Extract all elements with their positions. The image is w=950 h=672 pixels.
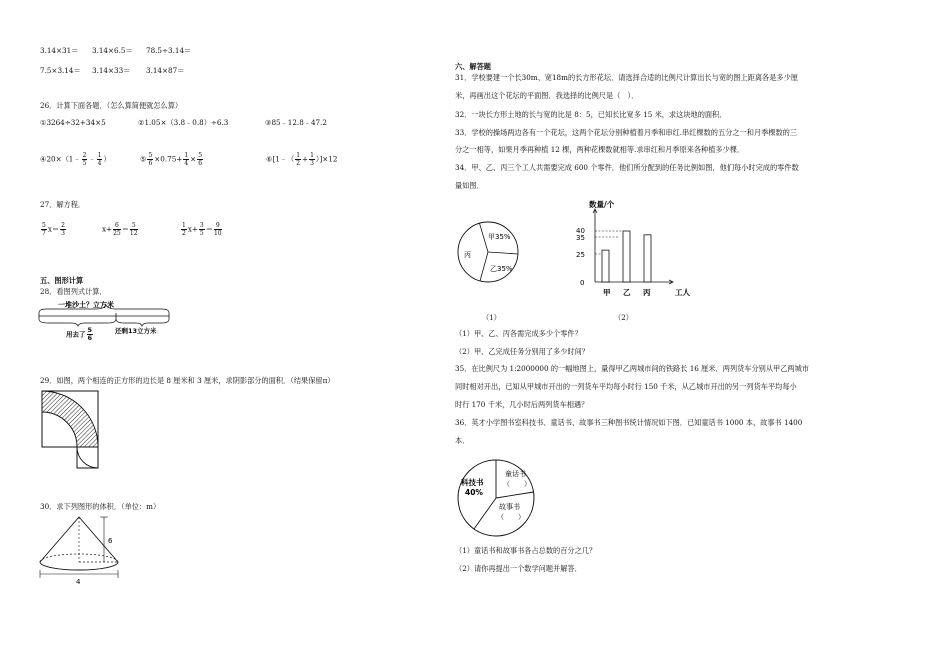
q32-text: 32．一块长方形土地的长与宽的比是 8：5，已知长比宽多 15 米，求这块地的面积． <box>455 110 727 119</box>
q26-title: 26．计算下面各题．（怎么算简便就怎么算） <box>40 101 183 110</box>
denominator: 7 <box>42 230 46 237</box>
q28-used-label <box>66 327 94 342</box>
denominator: 2 <box>296 160 301 167</box>
numerator: 2 <box>61 222 65 229</box>
q29-text: 29．如图，两个相连的正方形的边长是 8 厘米和 3 厘米，求阴影部分的面积．（结果保留π） <box>40 376 335 385</box>
expr-text: x+ <box>102 224 113 234</box>
pie-label-science: 科技书 <box>461 478 484 487</box>
fraction <box>87 327 94 342</box>
pie-divider <box>496 492 534 498</box>
q34-pie-chart <box>455 216 521 288</box>
denominator: 25 <box>113 230 121 237</box>
q27-eq-2 <box>102 222 139 237</box>
expr-text: ④20×（1﹣ <box>40 154 81 164</box>
x-tick-yi: 乙 <box>623 288 631 297</box>
numerator: 5 <box>131 222 136 229</box>
y-tick-label: 40 <box>576 227 585 235</box>
expr-text: ） <box>103 154 111 164</box>
fraction <box>183 152 189 167</box>
numerator: 5 <box>42 222 46 229</box>
denominator: 6 <box>87 334 93 342</box>
expr-text: + <box>302 154 309 164</box>
cone-base-front <box>40 562 118 570</box>
y-tick-label: 25 <box>576 251 585 259</box>
denominator: 3 <box>61 230 65 237</box>
q36-sub-1: （1）童话书和故事书各占总数的百分之几？ <box>455 546 597 555</box>
pie-value-fairy: （ ） <box>503 480 531 488</box>
numerator: 5 <box>148 152 153 159</box>
numerator: 1 <box>182 222 186 229</box>
q36-sub-2: （2）请你再提出一个数学问题并解答． <box>455 564 582 573</box>
denominator: 5 <box>82 160 87 167</box>
numerator: 2 <box>82 152 87 159</box>
q33-line-2: 分之一相等，如果月季再种植 12 棵，两种花棵数就相等.求串红和月季原来各种植多少棵． <box>455 145 745 154</box>
bar-yi <box>623 231 630 282</box>
q36-line-1: 36．英才小学图书室科技书、童话书、故事书三种图书统计情况如下图．已知童话书 1000 本，故事书 1400 <box>455 418 803 427</box>
y-axis-label: 数量/个 <box>589 200 615 209</box>
q28-remain-label: 还剩13立方米 <box>115 327 157 335</box>
q35-line-2: 同时相对开出，已知从甲城市开出的一列货车平均每小时行 150 千米，从乙城市开出的另一列货车平均每小 <box>455 382 797 391</box>
expr-text: ⑥[1﹣（ <box>266 154 295 164</box>
q28-total-label: 一堆沙土？立方米 <box>58 301 114 309</box>
denominator: 4 <box>97 160 102 167</box>
q35-line-3: 时行 170 千米，几小时后两列货车相遇？ <box>455 400 589 409</box>
fraction <box>197 152 203 167</box>
height-label: 6 <box>108 537 113 545</box>
section-6-heading: 六、解答题 <box>455 62 491 71</box>
q29-figure <box>40 389 102 474</box>
q25-item: 3.14×33＝ <box>92 66 131 75</box>
expr-text: ＝ <box>205 224 213 234</box>
fraction <box>309 152 315 167</box>
q26-item: ②1.05×（3.8﹣0.8）÷6.3 <box>138 118 229 127</box>
numerator: 1 <box>296 152 301 159</box>
numerator: 3 <box>199 222 204 229</box>
q28-diagram <box>36 298 176 344</box>
y-tick-label: 0 <box>580 279 585 287</box>
fraction <box>147 152 153 167</box>
expr-text: ＝ <box>121 224 129 234</box>
q26-item: ①3264÷32+34×5 <box>40 118 106 127</box>
bar-bing <box>644 235 651 282</box>
q35-line-1: 35．在比例尺为 1:2000000 的一幅地图上，量得甲乙两城市间的铁路长 16 厘米．两列货车分别从甲乙两城市 <box>455 364 809 373</box>
q36-pie-chart <box>455 457 537 539</box>
q34-sub-2: （2）甲、乙完成任务分别用了多少时间？ <box>455 347 589 356</box>
expr-text: ⑤ <box>140 154 147 164</box>
fig2-caption: （2） <box>614 313 633 322</box>
q28-text: 28．看图列式计算． <box>40 287 107 296</box>
q27-eq-1 <box>40 222 67 237</box>
y-tick-label: 35 <box>576 234 585 242</box>
x-axis-label: 工人 <box>675 288 690 297</box>
pie-value-science: 40% <box>465 488 483 497</box>
q25-item: 3.14×87＝ <box>146 66 185 75</box>
pie-label-bing: 丙 <box>464 251 471 259</box>
cone-sides <box>40 517 118 562</box>
numerator: 1 <box>310 152 314 159</box>
fraction <box>214 222 222 237</box>
q26-item-6 <box>266 152 337 167</box>
q33-line-1: 33．学校的操场两边各有一个花坛，这两个花坛分别种植着月季和串红.串红棵数的五分之一和月季棵数的三 <box>455 128 798 137</box>
fraction <box>130 222 138 237</box>
q31-line-2: 米，再画出这个花坛的平面图．我选择的比例尺是（ ）． <box>455 91 639 100</box>
pie-label-jia: 甲35% <box>488 233 511 241</box>
fraction <box>97 152 103 167</box>
expr-text: x+ <box>187 224 198 234</box>
fig1-caption: （1） <box>482 313 501 322</box>
bar-jia <box>602 250 609 282</box>
fraction <box>41 222 47 237</box>
q34-bar-chart <box>572 196 702 298</box>
denominator: 12 <box>129 230 138 237</box>
numerator: 6 <box>114 222 119 229</box>
pie-label-fairy: 童话书 <box>505 470 526 478</box>
q28-used-brace <box>39 319 116 326</box>
pie-value-story: （ ） <box>497 513 525 521</box>
expr-text: x＝ <box>47 224 60 234</box>
q30-text: 30．求下列图形的体积．（单位：m） <box>40 502 161 511</box>
x-tick-bing: 丙 <box>643 288 651 297</box>
diameter-label: 4 <box>76 578 81 586</box>
fraction <box>295 152 301 167</box>
shaded-region <box>42 391 98 447</box>
q34-line-2: 量如图． <box>455 181 484 190</box>
denominator: 4 <box>184 160 189 167</box>
q25-item: 3.14×31＝ <box>40 46 79 55</box>
q28-remain-brace <box>116 319 169 326</box>
pie-divider <box>488 252 518 254</box>
q34-line-1: 34．甲、乙、丙三个工人共需要完成 600 个零件．他们所分配到的任务比例如图．他们每小时完成的零件数 <box>455 163 799 172</box>
numerator: 5 <box>198 152 203 159</box>
q28-used-text: 用去了 <box>66 330 86 339</box>
section-5-heading: 五、图形计算 <box>40 276 84 285</box>
pie-divider <box>480 223 489 252</box>
numerator: 1 <box>184 152 189 159</box>
q25-item: 3.14×6.5＝ <box>92 46 133 55</box>
q31-line-1: 31．学校要建一个长30m、宽18m的长方形花坛．请选择合适的比例尺计算出长与宽的图上距离各是多少厘 <box>455 73 798 82</box>
denominator: 6 <box>148 160 153 167</box>
q30-cone <box>36 512 128 588</box>
q27-eq-3 <box>180 222 223 237</box>
q27-title: 27．解方程． <box>40 200 86 209</box>
denominator: 2 <box>182 230 186 237</box>
denominator: 3 <box>310 160 314 167</box>
q25-item: 78.5÷3.14＝ <box>146 46 192 55</box>
small-arc <box>77 447 98 468</box>
fraction <box>181 222 187 237</box>
x-tick-jia: 甲 <box>603 288 611 297</box>
q25-item: 7.5×3.14＝ <box>40 66 81 75</box>
expr-text: ×0.75+ <box>154 154 183 164</box>
fraction <box>60 222 66 237</box>
q34-sub-1: （1）甲、乙、丙各需完成多少个零件？ <box>455 329 582 338</box>
pie-label-yi: 乙35% <box>490 265 513 273</box>
denominator: 5 <box>199 230 204 237</box>
q26-item: ③85﹣12.8﹣47.2 <box>265 118 327 127</box>
numerator: 1 <box>97 152 102 159</box>
expr-text: × <box>190 154 197 164</box>
q26-item-4 <box>40 152 111 167</box>
pie-divider <box>480 252 488 281</box>
fraction <box>199 222 205 237</box>
q36-line-2: 本． <box>455 436 470 445</box>
q26-item-5 <box>140 152 204 167</box>
pie-divider <box>474 498 496 529</box>
expr-text: ）]×12 <box>315 154 338 164</box>
expr-text: ﹣ <box>88 154 96 164</box>
fraction <box>113 222 121 237</box>
denominator: 10 <box>213 230 222 237</box>
denominator: 6 <box>198 160 203 167</box>
numerator: 5 <box>87 326 93 334</box>
pie-label-story: 故事书 <box>499 503 520 511</box>
numerator: 9 <box>215 222 220 229</box>
fraction <box>82 152 88 167</box>
